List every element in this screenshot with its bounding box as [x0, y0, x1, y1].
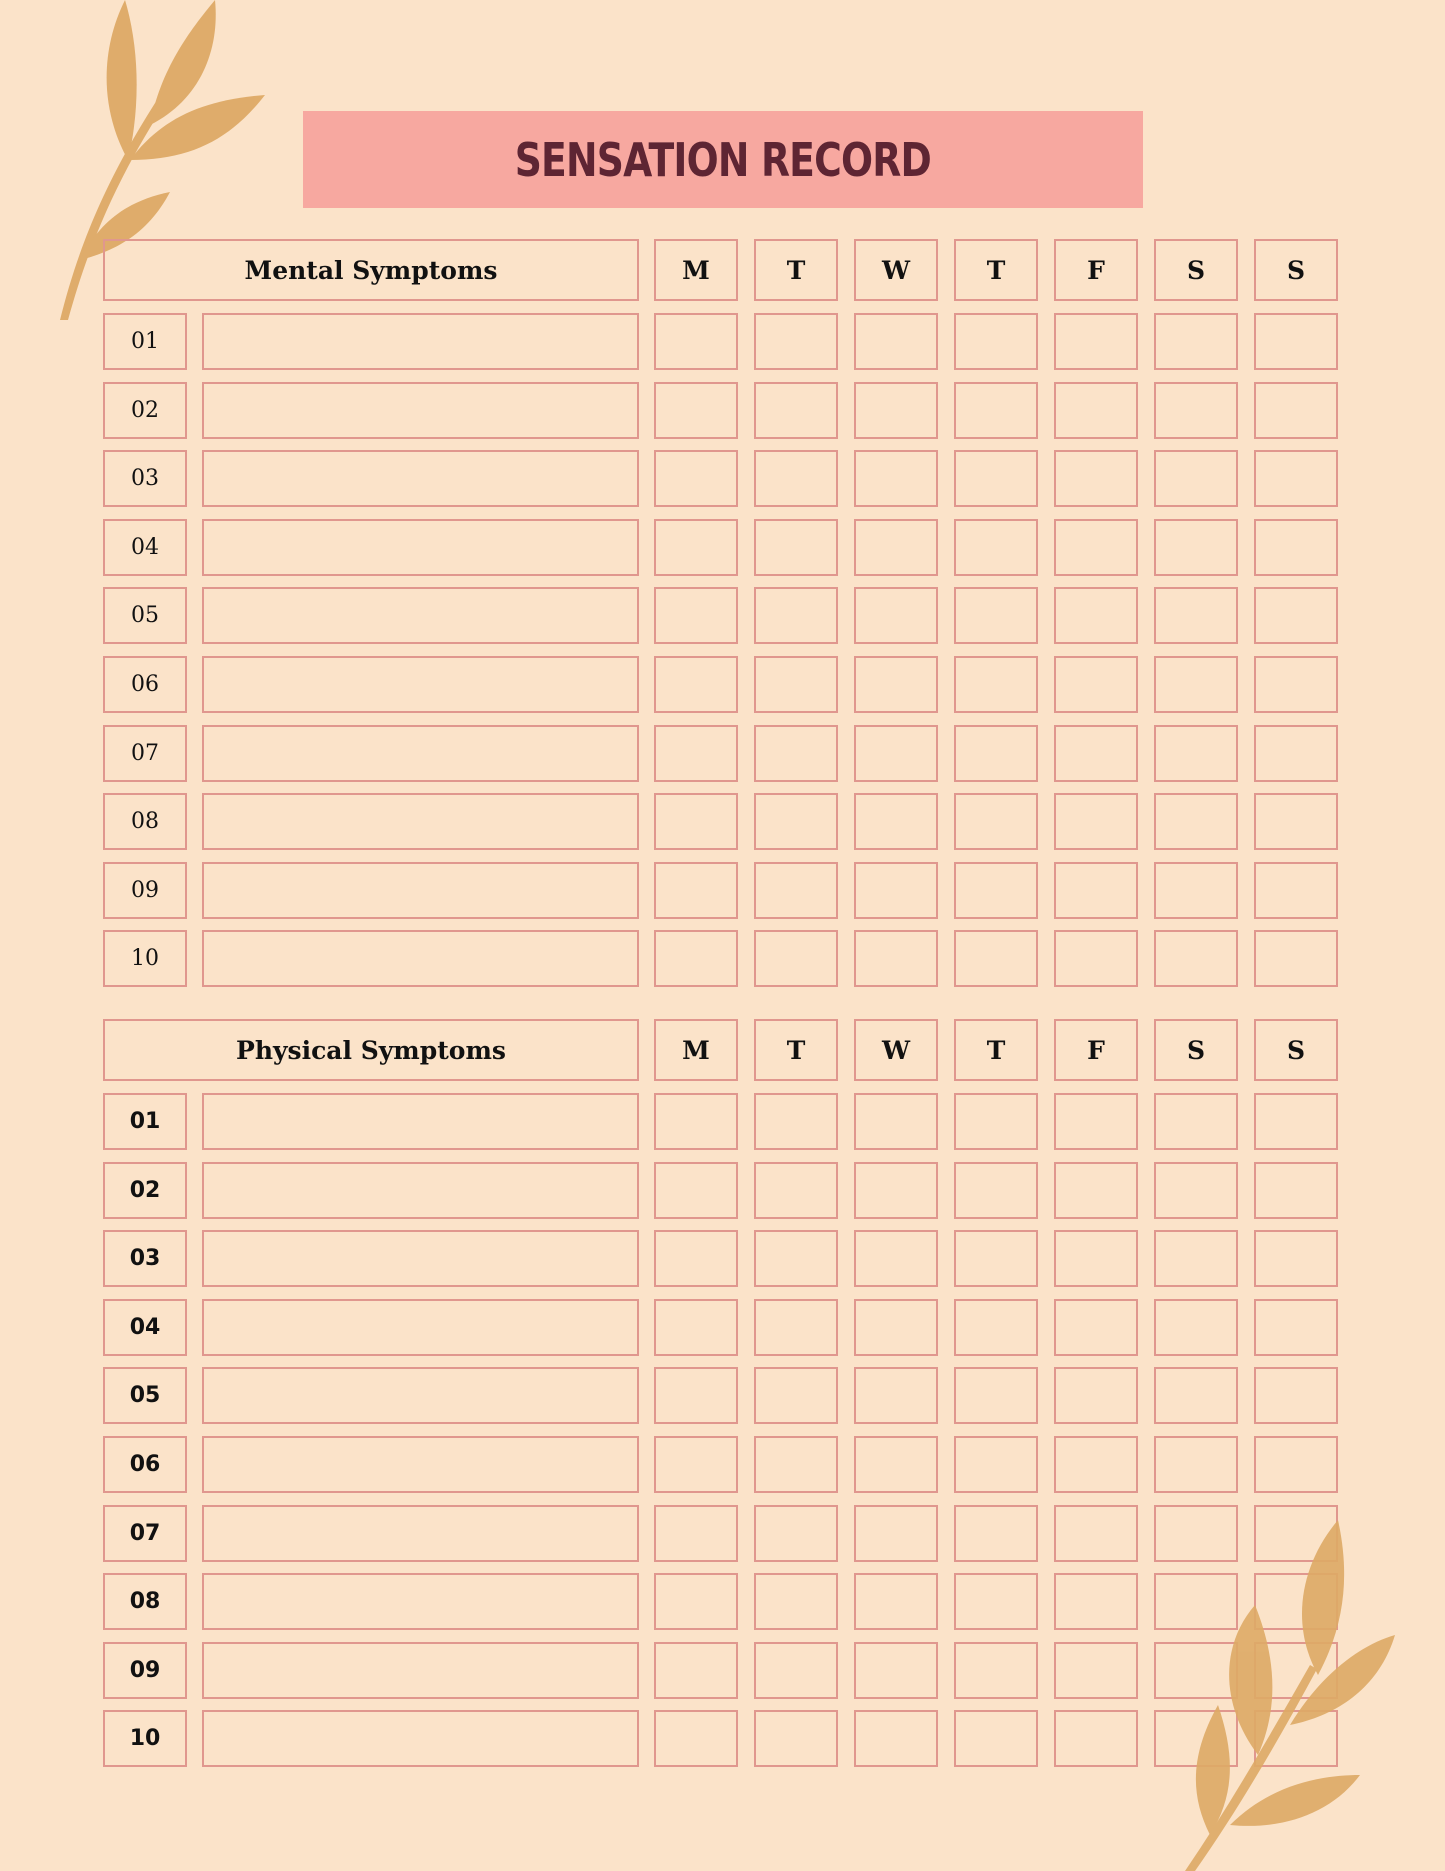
- day-header: [854, 1019, 938, 1081]
- day-checkbox[interactable]: [654, 1573, 738, 1630]
- day-checkbox[interactable]: [1054, 1710, 1138, 1767]
- day-checkbox[interactable]: [1254, 1367, 1338, 1424]
- day-checkbox[interactable]: [1254, 656, 1338, 713]
- day-checkbox[interactable]: [854, 862, 938, 919]
- day-checkbox[interactable]: [854, 1505, 938, 1562]
- section-heading: [103, 239, 639, 301]
- day-checkbox[interactable]: [854, 725, 938, 782]
- row-number-label: 08: [129, 1589, 161, 1615]
- day-checkbox[interactable]: [954, 793, 1038, 850]
- day-checkbox[interactable]: [1054, 1436, 1138, 1493]
- day-checkbox[interactable]: [1054, 1299, 1138, 1356]
- day-checkbox[interactable]: [854, 587, 938, 644]
- day-checkbox[interactable]: [1154, 519, 1238, 576]
- day-checkbox[interactable]: [754, 1093, 838, 1150]
- day-header-label: S: [1186, 1035, 1206, 1065]
- row-number: [103, 1093, 187, 1150]
- day-checkbox[interactable]: [754, 656, 838, 713]
- day-checkbox[interactable]: [654, 1299, 738, 1356]
- day-checkbox[interactable]: [754, 862, 838, 919]
- day-checkbox[interactable]: [654, 725, 738, 782]
- day-checkbox[interactable]: [654, 587, 738, 644]
- day-checkbox[interactable]: [1054, 587, 1138, 644]
- symptom-input[interactable]: [202, 1642, 639, 1699]
- day-header-label: W: [881, 1035, 911, 1065]
- row-number: [103, 656, 187, 713]
- row-number: [103, 382, 187, 439]
- day-checkbox[interactable]: [754, 930, 838, 987]
- day-checkbox[interactable]: [1154, 1299, 1238, 1356]
- day-checkbox[interactable]: [854, 793, 938, 850]
- day-header-label: S: [1286, 255, 1306, 285]
- symptom-input[interactable]: [202, 1162, 639, 1219]
- day-checkbox[interactable]: [1054, 1505, 1138, 1562]
- day-header-label: T: [786, 255, 806, 285]
- day-checkbox[interactable]: [754, 1573, 838, 1630]
- day-header-label: T: [986, 255, 1006, 285]
- day-checkbox[interactable]: [1154, 382, 1238, 439]
- day-checkbox[interactable]: [654, 519, 738, 576]
- day-header: [754, 239, 838, 301]
- row-number-label: 03: [129, 1246, 161, 1272]
- day-checkbox[interactable]: [854, 1093, 938, 1150]
- day-checkbox[interactable]: [854, 1436, 938, 1493]
- day-checkbox[interactable]: [1054, 1230, 1138, 1287]
- day-header-label: M: [682, 255, 710, 285]
- symptom-input[interactable]: [202, 862, 639, 919]
- row-number-label: 07: [131, 740, 159, 766]
- row-number: [103, 1230, 187, 1287]
- day-checkbox[interactable]: [754, 1505, 838, 1562]
- day-checkbox[interactable]: [1254, 1230, 1338, 1287]
- day-checkbox[interactable]: [1054, 1367, 1138, 1424]
- day-checkbox[interactable]: [654, 1710, 738, 1767]
- day-checkbox[interactable]: [654, 930, 738, 987]
- symptom-input[interactable]: [202, 1230, 639, 1287]
- row-number-label: 05: [129, 1383, 161, 1409]
- day-checkbox[interactable]: [854, 313, 938, 370]
- symptom-input[interactable]: [202, 930, 639, 987]
- row-number-label: 02: [129, 1177, 161, 1203]
- symptom-input[interactable]: [202, 1573, 639, 1630]
- day-checkbox[interactable]: [654, 1436, 738, 1493]
- row-number: [103, 587, 187, 644]
- day-header-label: W: [881, 255, 911, 285]
- symptom-input[interactable]: [202, 1710, 639, 1767]
- day-checkbox[interactable]: [1254, 862, 1338, 919]
- row-number-label: 01: [131, 329, 159, 354]
- row-number-label: 07: [129, 1520, 161, 1546]
- day-header: [1054, 1019, 1138, 1081]
- day-checkbox[interactable]: [1054, 519, 1138, 576]
- day-checkbox[interactable]: [1054, 862, 1138, 919]
- day-checkbox[interactable]: [654, 382, 738, 439]
- day-checkbox[interactable]: [954, 450, 1038, 507]
- day-checkbox[interactable]: [854, 930, 938, 987]
- day-checkbox[interactable]: [954, 1436, 1038, 1493]
- day-checkbox[interactable]: [954, 382, 1038, 439]
- day-checkbox[interactable]: [1154, 793, 1238, 850]
- day-header-label: S: [1186, 255, 1206, 285]
- day-checkbox[interactable]: [1154, 1710, 1238, 1767]
- day-checkbox[interactable]: [954, 313, 1038, 370]
- day-header: [1254, 1019, 1338, 1081]
- symptom-input[interactable]: [202, 1367, 639, 1424]
- day-checkbox[interactable]: [1054, 1642, 1138, 1699]
- day-checkbox[interactable]: [754, 450, 838, 507]
- day-checkbox[interactable]: [754, 519, 838, 576]
- day-header-label: M: [682, 1035, 710, 1065]
- symptom-input[interactable]: [202, 793, 639, 850]
- row-number: [103, 1505, 187, 1562]
- row-number-label: 09: [129, 1657, 161, 1683]
- day-checkbox[interactable]: [654, 1230, 738, 1287]
- day-checkbox[interactable]: [754, 313, 838, 370]
- day-checkbox[interactable]: [854, 1230, 938, 1287]
- title-banner: [303, 111, 1143, 208]
- day-header: [1154, 239, 1238, 301]
- day-checkbox[interactable]: [754, 1367, 838, 1424]
- day-checkbox[interactable]: [1154, 1573, 1238, 1630]
- row-number: [103, 1436, 187, 1493]
- day-checkbox[interactable]: [1054, 313, 1138, 370]
- day-checkbox[interactable]: [654, 862, 738, 919]
- day-header: [1154, 1019, 1238, 1081]
- day-header: [1054, 239, 1138, 301]
- day-checkbox[interactable]: [854, 519, 938, 576]
- day-checkbox[interactable]: [954, 587, 1038, 644]
- day-header: [954, 239, 1038, 301]
- day-checkbox[interactable]: [1254, 519, 1338, 576]
- day-checkbox[interactable]: [754, 1710, 838, 1767]
- day-checkbox[interactable]: [1154, 450, 1238, 507]
- day-header-label: F: [1087, 1035, 1105, 1065]
- section-heading-label: Physical Symptoms: [236, 1035, 506, 1065]
- day-checkbox[interactable]: [754, 725, 838, 782]
- day-checkbox[interactable]: [854, 1710, 938, 1767]
- day-checkbox[interactable]: [854, 382, 938, 439]
- row-number-label: 06: [129, 1452, 161, 1477]
- symptom-input[interactable]: [202, 519, 639, 576]
- page-title: SENSATION RECORD: [514, 132, 932, 187]
- row-number-label: 10: [131, 946, 159, 972]
- row-number: [103, 1162, 187, 1219]
- day-checkbox[interactable]: [1254, 1299, 1338, 1356]
- day-checkbox[interactable]: [954, 862, 1038, 919]
- day-checkbox[interactable]: [754, 1642, 838, 1699]
- day-checkbox[interactable]: [1054, 656, 1138, 713]
- day-checkbox[interactable]: [854, 1367, 938, 1424]
- symptom-input[interactable]: [202, 313, 639, 370]
- day-checkbox[interactable]: [954, 519, 1038, 576]
- symptom-input[interactable]: [202, 725, 639, 782]
- symptom-input[interactable]: [202, 382, 639, 439]
- day-checkbox[interactable]: [854, 1642, 938, 1699]
- day-checkbox[interactable]: [1054, 382, 1138, 439]
- row-number-label: 06: [131, 672, 159, 697]
- day-checkbox[interactable]: [1254, 382, 1338, 439]
- row-number: [103, 1710, 187, 1767]
- day-checkbox[interactable]: [1054, 1573, 1138, 1630]
- day-checkbox[interactable]: [954, 1367, 1038, 1424]
- day-checkbox[interactable]: [1254, 725, 1338, 782]
- day-checkbox[interactable]: [654, 1162, 738, 1219]
- day-checkbox[interactable]: [1254, 1710, 1338, 1767]
- row-number: [103, 1573, 187, 1630]
- day-checkbox[interactable]: [1254, 1162, 1338, 1219]
- day-checkbox[interactable]: [1154, 930, 1238, 987]
- day-checkbox[interactable]: [954, 1299, 1038, 1356]
- day-checkbox[interactable]: [1054, 450, 1138, 507]
- day-checkbox[interactable]: [1254, 587, 1338, 644]
- day-checkbox[interactable]: [1254, 1093, 1338, 1150]
- day-checkbox[interactable]: [954, 725, 1038, 782]
- day-checkbox[interactable]: [654, 1093, 738, 1150]
- day-checkbox[interactable]: [954, 656, 1038, 713]
- symptom-input[interactable]: [202, 450, 639, 507]
- day-checkbox[interactable]: [754, 1230, 838, 1287]
- day-checkbox[interactable]: [854, 450, 938, 507]
- day-header: [954, 1019, 1038, 1081]
- day-checkbox[interactable]: [954, 1162, 1038, 1219]
- day-checkbox[interactable]: [1154, 1230, 1238, 1287]
- day-checkbox[interactable]: [1054, 793, 1138, 850]
- day-checkbox[interactable]: [754, 793, 838, 850]
- day-checkbox[interactable]: [1254, 313, 1338, 370]
- section-heading: [103, 1019, 639, 1081]
- day-checkbox[interactable]: [1154, 313, 1238, 370]
- day-checkbox[interactable]: [954, 1573, 1038, 1630]
- row-number: [103, 1299, 187, 1356]
- row-number: [103, 793, 187, 850]
- day-header-label: T: [786, 1035, 806, 1065]
- day-checkbox[interactable]: [1154, 725, 1238, 782]
- day-header-label: F: [1087, 255, 1105, 285]
- day-header: [754, 1019, 838, 1081]
- day-checkbox[interactable]: [954, 1710, 1038, 1767]
- day-checkbox[interactable]: [654, 793, 738, 850]
- day-checkbox[interactable]: [1154, 1642, 1238, 1699]
- day-checkbox[interactable]: [1154, 862, 1238, 919]
- day-header: [654, 1019, 738, 1081]
- day-checkbox[interactable]: [954, 1093, 1038, 1150]
- row-number: [103, 450, 187, 507]
- day-checkbox[interactable]: [1254, 1642, 1338, 1699]
- day-checkbox[interactable]: [854, 1299, 938, 1356]
- day-checkbox[interactable]: [1054, 1162, 1138, 1219]
- day-checkbox[interactable]: [1154, 1093, 1238, 1150]
- row-number-label: 09: [131, 877, 159, 903]
- day-checkbox[interactable]: [754, 382, 838, 439]
- row-number-label: 04: [129, 1314, 161, 1340]
- day-checkbox[interactable]: [854, 1573, 938, 1630]
- row-number: [103, 1367, 187, 1424]
- row-number: [103, 930, 187, 987]
- day-checkbox[interactable]: [1054, 725, 1138, 782]
- day-checkbox[interactable]: [754, 1299, 838, 1356]
- day-checkbox[interactable]: [1254, 1436, 1338, 1493]
- day-checkbox[interactable]: [854, 1162, 938, 1219]
- day-checkbox[interactable]: [654, 1505, 738, 1562]
- day-checkbox[interactable]: [654, 1642, 738, 1699]
- day-checkbox[interactable]: [854, 656, 938, 713]
- day-checkbox[interactable]: [1154, 587, 1238, 644]
- day-header: [654, 239, 738, 301]
- day-checkbox[interactable]: [754, 587, 838, 644]
- day-checkbox[interactable]: [1254, 1573, 1338, 1630]
- row-number-label: 02: [131, 397, 159, 423]
- day-header-label: T: [986, 1035, 1006, 1065]
- symptom-input[interactable]: [202, 1093, 639, 1150]
- row-number: [103, 862, 187, 919]
- day-checkbox[interactable]: [1154, 1436, 1238, 1493]
- row-number-label: 04: [131, 534, 159, 560]
- day-checkbox[interactable]: [954, 1505, 1038, 1562]
- day-checkbox[interactable]: [754, 1436, 838, 1493]
- day-checkbox[interactable]: [1154, 1162, 1238, 1219]
- day-checkbox[interactable]: [1254, 1505, 1338, 1562]
- symptom-input[interactable]: [202, 1436, 639, 1493]
- day-checkbox[interactable]: [1254, 930, 1338, 987]
- day-checkbox[interactable]: [954, 1642, 1038, 1699]
- day-checkbox[interactable]: [1054, 930, 1138, 987]
- row-number-label: 03: [131, 466, 159, 492]
- day-header: [1254, 239, 1338, 301]
- day-checkbox[interactable]: [1254, 793, 1338, 850]
- row-number-label: 08: [131, 809, 159, 835]
- row-number: [103, 313, 187, 370]
- day-checkbox[interactable]: [654, 450, 738, 507]
- day-checkbox[interactable]: [654, 313, 738, 370]
- row-number-label: 01: [129, 1109, 161, 1134]
- symptom-input[interactable]: [202, 1505, 639, 1562]
- section-heading-label: Mental Symptoms: [244, 255, 498, 285]
- day-checkbox[interactable]: [954, 1230, 1038, 1287]
- row-number: [103, 725, 187, 782]
- day-header-label: S: [1286, 1035, 1306, 1065]
- day-checkbox[interactable]: [1054, 1093, 1138, 1150]
- day-checkbox[interactable]: [954, 930, 1038, 987]
- row-number: [103, 1642, 187, 1699]
- day-checkbox[interactable]: [754, 1162, 838, 1219]
- day-checkbox[interactable]: [1254, 450, 1338, 507]
- row-number: [103, 519, 187, 576]
- symptom-input[interactable]: [202, 587, 639, 644]
- day-checkbox[interactable]: [654, 1367, 738, 1424]
- day-checkbox[interactable]: [1154, 656, 1238, 713]
- day-checkbox[interactable]: [654, 656, 738, 713]
- day-checkbox[interactable]: [1154, 1505, 1238, 1562]
- symptom-input[interactable]: [202, 656, 639, 713]
- day-header: [854, 239, 938, 301]
- row-number-label: 10: [129, 1726, 161, 1752]
- day-checkbox[interactable]: [1154, 1367, 1238, 1424]
- symptom-input[interactable]: [202, 1299, 639, 1356]
- row-number-label: 05: [131, 603, 159, 629]
